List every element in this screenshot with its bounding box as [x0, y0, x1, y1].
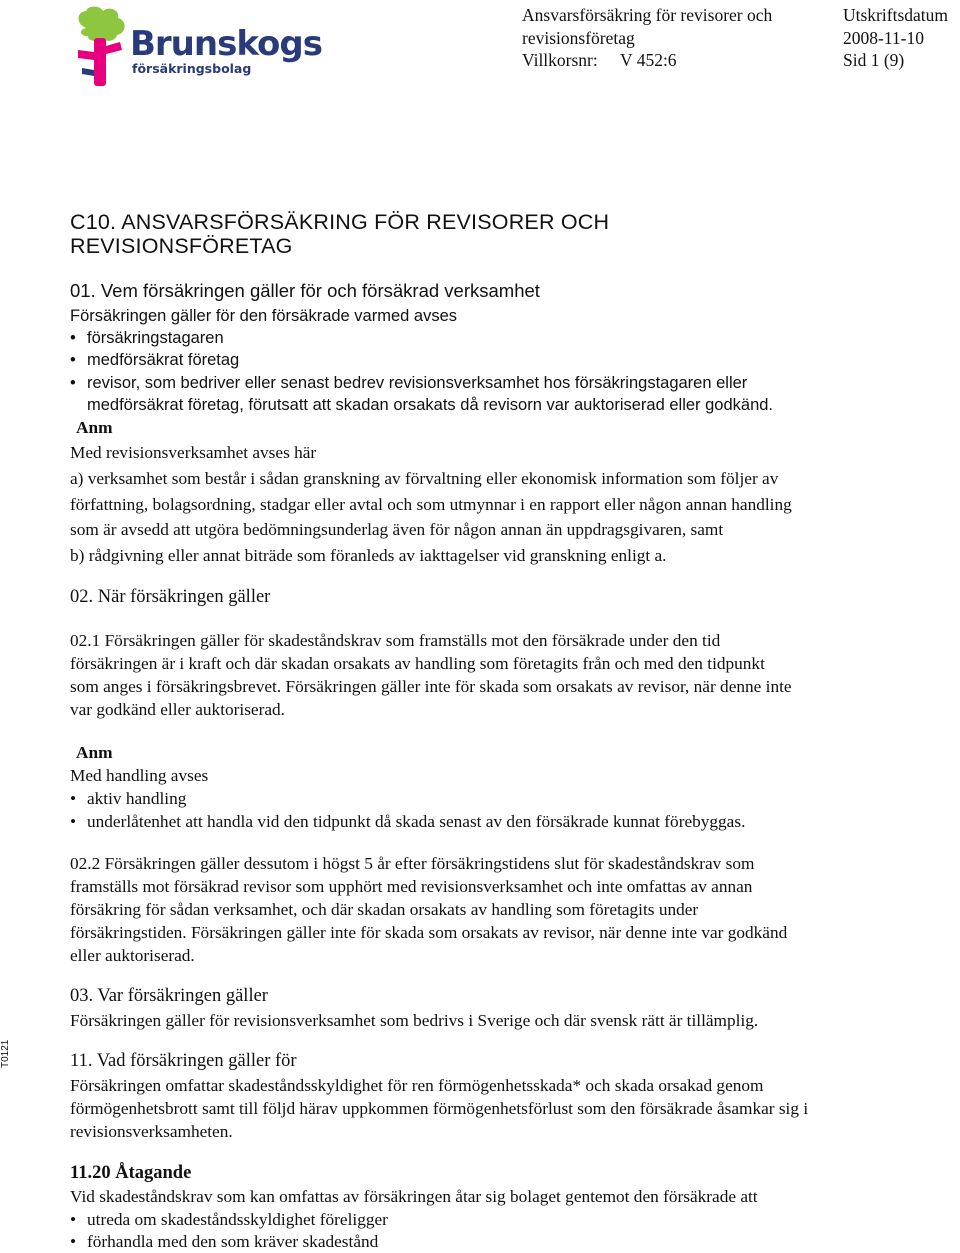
bullet-marker: •	[70, 1232, 77, 1251]
bullet-marker: •	[70, 329, 76, 347]
paragraph-line: som anges i försäkringsbrevet. Försäkringen gäller inte för skada som orsakats av revisor, när denne inte	[70, 677, 792, 696]
terms-label: Villkorsnr:	[522, 50, 598, 70]
anm-text: Med handling avses	[70, 766, 209, 785]
definition-line: b) rådgivning eller annat biträde som föranleds av iakttagelser vid granskning enligt a.	[70, 545, 667, 565]
page-number: Sid 1 (9)	[843, 50, 905, 70]
logo-subtitle: försäkringsbolag	[132, 61, 252, 76]
bullet-marker: •	[70, 1210, 77, 1229]
section-02-heading: 02. När försäkringen gäller	[70, 587, 271, 607]
list-item: försäkringstagaren	[87, 329, 224, 347]
page-title	[70, 210, 609, 258]
paragraph-line: försäkringstiden. Försäkringen gäller inte för skada som orsakats av revisor, när denne inte var godkänd	[70, 923, 788, 942]
paragraph-line: förmögenhetsbrott samt till följd härav uppkommen förmögenhetsförlust som den försäkrade åsamkar sig i	[70, 1099, 809, 1118]
list-item: medförsäkrat företag	[87, 351, 240, 369]
section-01-heading: 01. Vem försäkringen gäller för och försäkrad verksamhet	[70, 280, 540, 301]
logo-wordmark: Brunskogs	[130, 24, 322, 64]
section-11-heading: 11. Vad försäkringen gäller för	[70, 1051, 297, 1071]
paragraph-line: försäkring för sådan verksamhet, och där skadan orsakats av handling som företagits under	[70, 900, 699, 919]
paragraph-line: 02.2 Försäkringen gäller dessutom i högst 5 år efter försäkringstidens slut för skadeståndskrav som	[70, 854, 755, 873]
doc-title-line1: Ansvarsförsäkring för revisorer och	[522, 5, 773, 25]
paragraph-line: 02.1 Försäkringen gäller för skadeståndskrav som framställs mot den försäkrade under den tid	[70, 631, 721, 650]
bullet-marker: •	[70, 789, 77, 808]
paragraph-line: eller auktoriserad.	[70, 946, 195, 965]
list-item: underlåtenhet att handla vid den tidpunkt då skada senast av den försäkrade kunnat förebyggas.	[87, 812, 746, 831]
paragraph-line: var godkänd eller auktoriserad.	[70, 700, 285, 719]
print-date: 2008-11-10	[843, 27, 925, 48]
list-item-continuation: medförsäkrat företag, förutsatt att skadan orsakats då revisorn var auktoriserad eller godkänd.	[87, 396, 774, 414]
section-11-text	[70, 1074, 808, 1143]
section-1120-text: Vid skadeståndskrav som kan omfattas av försäkringen åtar sig bolaget gentemot den försäkrade att	[70, 1187, 758, 1206]
terms-value: V 452:6	[620, 50, 677, 70]
definition-line: som är avsedd att utgöra bedömningsunderlag även för någon annan än uppdragsgivaren, samt	[70, 520, 724, 539]
print-date-label: Utskriftsdatum	[843, 5, 948, 25]
paragraph-line: Försäkringen omfattar skadeståndsskyldighet för ren förmögenhetsskada* och skada orsakad genom	[70, 1076, 764, 1095]
list-item: utreda om skadeståndsskyldighet föreligger	[87, 1210, 388, 1229]
paragraph-02-2	[70, 852, 787, 967]
bullet-marker: •	[70, 812, 77, 831]
bullet-marker: •	[70, 374, 76, 392]
list-item: aktiv handling	[87, 789, 187, 808]
section-03-text: Försäkringen gäller för revisionsverksamhet som bedrivs i Sverige och där svensk rätt är tillämplig.	[70, 1011, 759, 1030]
title-line2: REVISIONSFÖRETAG	[70, 234, 293, 258]
paragraph-line: revisionsverksamheten.	[70, 1122, 233, 1141]
paragraph-line: försäkringen är i kraft och där skadan orsakats av handling som företagits från och med den tidpunkt	[70, 654, 765, 673]
print-info	[843, 4, 948, 72]
definition-line: författning, bolagsordning, stadgar eller avtal och som utmynnar i en rapport eller någon annan handling	[70, 494, 792, 514]
paragraph-02-1	[70, 629, 792, 721]
title-line1: C10. ANSVARSFÖRSÄKRING FÖR REVISORER OCH	[70, 210, 610, 234]
section-1120-heading: 11.20 Åtagande	[70, 1163, 192, 1183]
section-03-heading: 03. Var försäkringen gäller	[70, 986, 268, 1006]
bullet-marker: •	[70, 351, 76, 369]
terms-number	[522, 49, 772, 72]
anm-label: Anm	[76, 418, 113, 437]
section-01-intro: Försäkringen gäller för den försäkrade varmed avses	[70, 307, 458, 325]
doc-title-line2: revisionsföretag	[522, 27, 635, 48]
list-item: förhandla med den som kräver skadestånd	[87, 1232, 379, 1251]
list-item: revisor, som bedriver eller senast bedrev revisionsverksamhet hos försäkringstagaren eller	[87, 374, 748, 392]
margin-code: T0121	[0, 1039, 11, 1068]
anm-label: Anm	[76, 743, 113, 762]
brunskogs-logo	[72, 6, 332, 88]
anm-text: Med revisionsverksamhet avses här	[70, 443, 317, 462]
definition-block	[70, 466, 792, 568]
document-header	[522, 4, 772, 72]
definition-line: a) verksamhet som består i sådan granskning av förvaltning eller ekonomisk information som följer av	[70, 469, 779, 488]
paragraph-line: framställs mot försäkrad revisor som upphört med revisionsverksamhet och inte omfattas av annan	[70, 877, 753, 896]
